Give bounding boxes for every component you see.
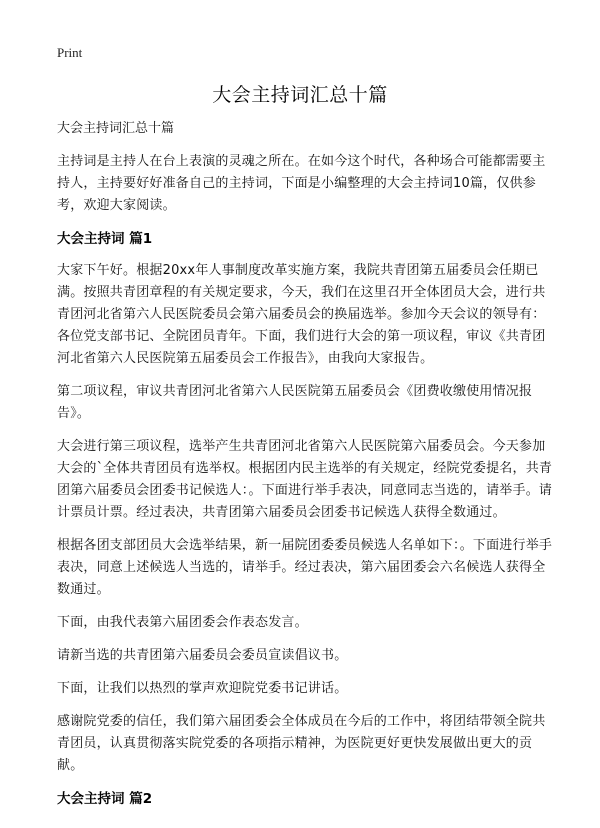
document-subtitle: 大会主持词汇总十篇 [57, 121, 175, 136]
section-paragraph: 下面，让我们以热烈的掌声欢迎院党委书记讲话。 [57, 681, 348, 696]
section-paragraph: 第二项议程，审议共青团河北省第六人民医院第五届委员会《团费收缴使用情况报告》。 [57, 384, 533, 421]
section-paragraph: 下面，由我代表第六届团委会作表态发言。 [57, 615, 308, 630]
section-paragraph: 根据各团支部团员大会选举结果，新一届院团委委员候选人名单如下：。下面进行举手表决，同意上述候选人当选的，请举手。经过表决，第六届团委会六名候选人获得全数通过。 [57, 538, 553, 597]
intro-paragraph: 主持词是主持人在台上表演的灵魂之所在。在如今这个时代，各种场合可能都需要主持人，主持要好好准备自己的主持词，下面是小编整理的大会主持词10篇，仅供参考，欢迎大家阅读。 [57, 154, 546, 213]
section-paragraph: 感谢院党委的信任，我们第六届团委会全体成员在今后的工作中，将团结带领全院共青团员，认真贯彻落实院党委的各项指示精神，为医院更好更快发展做出更大的贡献。 [57, 714, 546, 773]
document-body [57, 118, 557, 820]
print-label[interactable]: Print [57, 45, 83, 60]
section-heading: 大会主持词 篇2 [57, 791, 153, 807]
section-paragraph: 大会进行第三项议程，选举产生共青团河北省第六人民医院第六届委员会。今天参加大会的`全体共青团员有选举权。根据团内民主选举的有关规定，经院党委提名，共青团第六届委员会团委书记候选人：。下面进行举手表决，同意同志当选的，请举手。请计票员计票。经过表决，共青团第六届委员会团委书记候选人获得全数通过。 [57, 439, 553, 520]
section-paragraph: 大家下午好。根据20xx年人事制度改革实施方案，我院共青团第五届委员会任期已满。按照共青团章程的有关规定要求，今天，我们在这里召开全体团员大会，进行共青团河北省第六人民医院委员会第六届委员会的换届选举。参加今天会议的领导有：各位党支部书记、全院团员青年。下面，我们进行大会的第一项议程，审议《共青团河北省第六人民医院第五届委员会工作报告》，由我向大家报告。 [57, 263, 546, 366]
section-paragraph: 请新当选的共青团第六届委员会委员宣读倡议书。 [57, 648, 348, 663]
section-heading: 大会主持词 篇1 [57, 231, 153, 247]
page-title: 大会主持词汇总十篇 [212, 84, 388, 106]
